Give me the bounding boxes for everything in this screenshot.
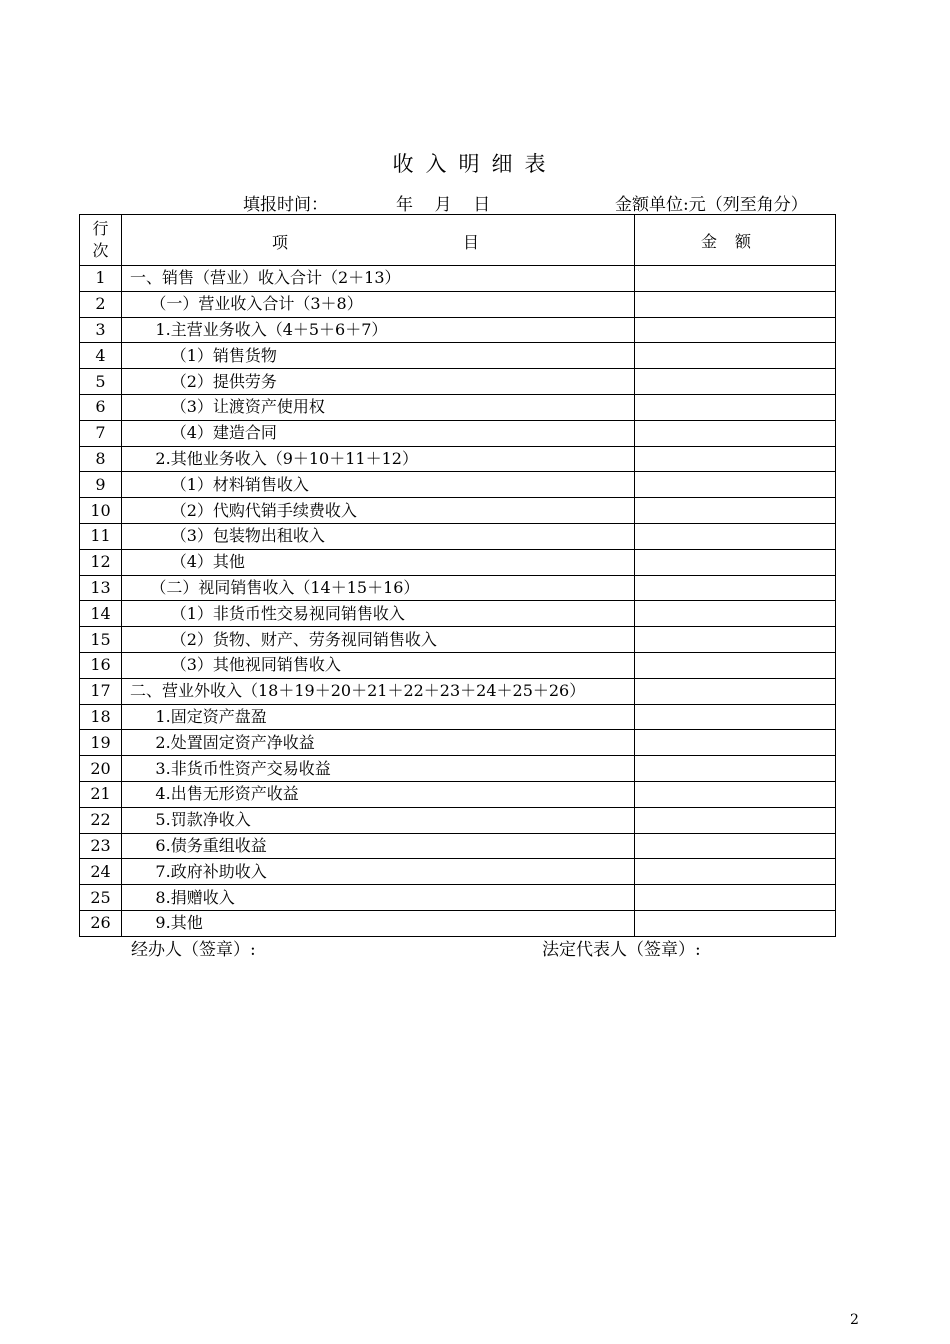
legal-rep-signature-label: 法定代表人（签章）:	[542, 940, 701, 960]
line-number-cell: 11	[80, 523, 122, 549]
line-number-cell: 19	[80, 730, 122, 756]
table-row	[80, 369, 836, 395]
item-cell: （4）其他	[122, 549, 635, 575]
line-number-cell: 7	[80, 420, 122, 446]
income-detail-table	[79, 214, 836, 937]
amount-cell[interactable]	[635, 498, 836, 524]
item-cell: 3.非货币性资产交易收益	[122, 756, 635, 782]
amount-cell[interactable]	[635, 704, 836, 730]
item-cell: （二）视同销售收入（14＋15＋16）	[122, 575, 635, 601]
page-number: 2	[850, 1312, 859, 1328]
table-row	[80, 885, 836, 911]
item-cell: 7.政府补助收入	[122, 859, 635, 885]
amount-cell[interactable]	[635, 420, 836, 446]
amount-cell[interactable]	[635, 885, 836, 911]
line-number-cell: 26	[80, 910, 122, 936]
item-header-right: 目	[463, 233, 480, 252]
amount-cell[interactable]	[635, 472, 836, 498]
table-row	[80, 266, 836, 292]
amount-cell[interactable]	[635, 394, 836, 420]
amount-cell[interactable]	[635, 652, 836, 678]
table-row	[80, 472, 836, 498]
table-row	[80, 833, 836, 859]
line-number-cell: 21	[80, 781, 122, 807]
table-row	[80, 549, 836, 575]
item-cell: （3）其他视同销售收入	[122, 652, 635, 678]
line-number-cell: 6	[80, 394, 122, 420]
amount-cell[interactable]	[635, 291, 836, 317]
line-number-cell: 18	[80, 704, 122, 730]
item-cell: （2）代购代销手续费收入	[122, 498, 635, 524]
line-number-cell: 22	[80, 807, 122, 833]
item-cell: （3）让渡资产使用权	[122, 394, 635, 420]
table-row	[80, 704, 836, 730]
item-cell: 1.主营业务收入（4＋5＋6＋7）	[122, 317, 635, 343]
line-number-cell: 9	[80, 472, 122, 498]
line-number-cell: 12	[80, 549, 122, 575]
table-row	[80, 601, 836, 627]
item-cell: 一、销售（营业）收入合计（2＋13）	[122, 266, 635, 292]
table-row	[80, 317, 836, 343]
line-number-cell: 5	[80, 369, 122, 395]
amount-header: 金额	[635, 215, 836, 266]
amount-cell[interactable]	[635, 627, 836, 653]
item-header-left: 项	[272, 233, 289, 252]
line-number-cell: 3	[80, 317, 122, 343]
line-number-cell: 15	[80, 627, 122, 653]
amount-cell[interactable]	[635, 343, 836, 369]
table-row	[80, 807, 836, 833]
amount-cell[interactable]	[635, 807, 836, 833]
item-cell: （4）建造合同	[122, 420, 635, 446]
item-cell: 8.捐赠收入	[122, 885, 635, 911]
line-number-cell: 20	[80, 756, 122, 782]
line-number-cell: 14	[80, 601, 122, 627]
line-number-cell: 25	[80, 885, 122, 911]
amount-cell[interactable]	[635, 523, 836, 549]
line-number-cell: 23	[80, 833, 122, 859]
table-row	[80, 343, 836, 369]
line-number-cell: 2	[80, 291, 122, 317]
table-row	[80, 420, 836, 446]
item-cell: （一）营业收入合计（3＋8）	[122, 291, 635, 317]
table-row	[80, 498, 836, 524]
item-cell: （1）材料销售收入	[122, 472, 635, 498]
table-row	[80, 910, 836, 936]
item-cell: （1）销售货物	[122, 343, 635, 369]
table-row	[80, 730, 836, 756]
item-cell: 9.其他	[122, 910, 635, 936]
amount-cell[interactable]	[635, 575, 836, 601]
amount-cell[interactable]	[635, 781, 836, 807]
item-cell: （2）提供劳务	[122, 369, 635, 395]
amount-cell[interactable]	[635, 266, 836, 292]
item-cell: 6.债务重组收益	[122, 833, 635, 859]
table-row	[80, 627, 836, 653]
item-cell: （3）包装物出租收入	[122, 523, 635, 549]
item-cell: 2.处置固定资产净收益	[122, 730, 635, 756]
fill-time-label: 填报时间：	[243, 195, 328, 215]
date-fields: 年 月 日	[396, 195, 491, 215]
amount-cell[interactable]	[635, 369, 836, 395]
item-cell: 二、营业外收入（18＋19＋20＋21＋22＋23＋24＋25＋26）	[122, 678, 635, 704]
item-cell: （1）非货币性交易视同销售收入	[122, 601, 635, 627]
amount-cell[interactable]	[635, 317, 836, 343]
amount-cell[interactable]	[635, 833, 836, 859]
item-cell: （2）货物、财产、劳务视同销售收入	[122, 627, 635, 653]
handler-signature-label: 经办人（签章）:	[131, 940, 256, 960]
line-number-cell: 16	[80, 652, 122, 678]
item-cell: 2.其他业务收入（9＋10＋11＋12）	[122, 446, 635, 472]
line-number-header	[80, 215, 122, 266]
amount-cell[interactable]	[635, 859, 836, 885]
table-row	[80, 781, 836, 807]
line-number-cell: 24	[80, 859, 122, 885]
line-number-cell: 17	[80, 678, 122, 704]
item-cell: 4.出售无形资产收益	[122, 781, 635, 807]
line-number-cell: 1	[80, 266, 122, 292]
table-row	[80, 859, 836, 885]
amount-cell[interactable]	[635, 756, 836, 782]
line-number-cell: 10	[80, 498, 122, 524]
amount-unit-label: 金额单位:元（列至角分）	[615, 195, 808, 215]
table-row	[80, 575, 836, 601]
table-row	[80, 756, 836, 782]
line-number-header-bottom: 次	[92, 241, 109, 260]
table-row	[80, 523, 836, 549]
amount-cell[interactable]	[635, 730, 836, 756]
line-number-header-top: 行	[92, 219, 109, 238]
table-row	[80, 652, 836, 678]
table-row	[80, 291, 836, 317]
amount-cell[interactable]	[635, 910, 836, 936]
line-number-cell: 13	[80, 575, 122, 601]
item-header	[122, 215, 635, 266]
line-number-cell: 4	[80, 343, 122, 369]
table-row	[80, 394, 836, 420]
table-header-row	[80, 215, 836, 266]
amount-cell[interactable]	[635, 601, 836, 627]
amount-cell[interactable]	[635, 549, 836, 575]
item-cell: 1.固定资产盘盈	[122, 704, 635, 730]
table-row	[80, 678, 836, 704]
line-number-cell: 8	[80, 446, 122, 472]
amount-cell[interactable]	[635, 678, 836, 704]
amount-cell[interactable]	[635, 446, 836, 472]
table-row	[80, 446, 836, 472]
page-title: 收入明细表	[392, 152, 558, 176]
item-cell: 5.罚款净收入	[122, 807, 635, 833]
